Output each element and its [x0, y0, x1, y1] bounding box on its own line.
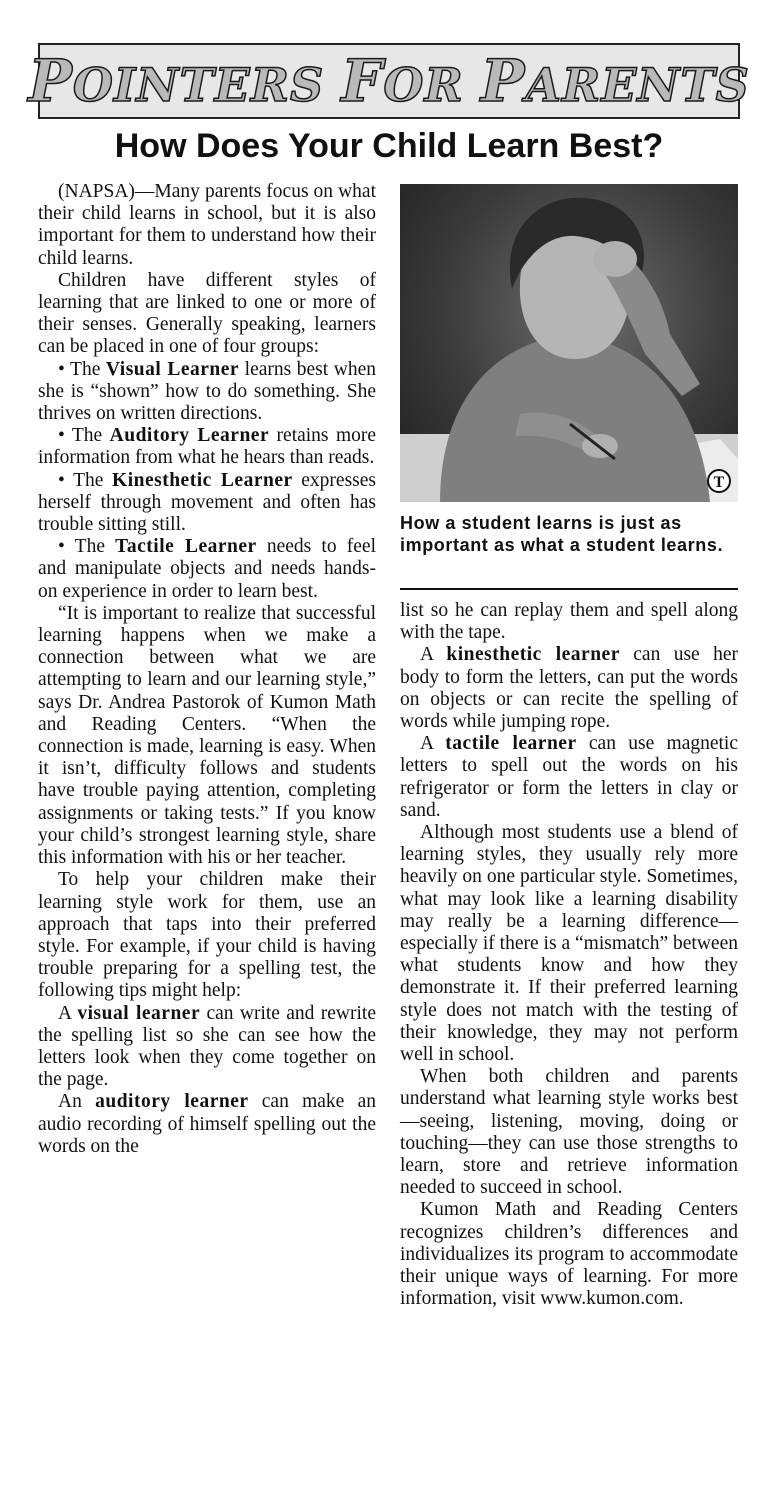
- student-photo: [400, 184, 738, 502]
- tactile-learner-term: Tactile Learner: [115, 536, 257, 558]
- pointers-for-parents-banner: [28, 43, 750, 119]
- kinesthetic-learner-term: Kinesthetic Learner: [112, 469, 293, 491]
- student-illustration: [400, 184, 738, 502]
- banner-title: POINTERS FOR PARENTS: [28, 47, 750, 115]
- styles-paragraph: Children have different styles of learning that are linked to one or more of their senses. Generally speaking, learners can be placed in one of four groups:: [38, 269, 376, 358]
- visual-tip-paragraph: A visual learner can write and rewrite the spelling list so she can see how the letters look when they come together on the page.: [38, 1002, 376, 1091]
- tactile-tip-paragraph: A tactile learner can use magnetic letters to spell out the words on his refrigerator or form the letters in clay or sand.: [400, 733, 738, 821]
- auditory-tip-continuation: list so he can replay them and spell along with the tape.: [400, 600, 738, 644]
- left-column: [38, 181, 376, 1158]
- both-paragraph: When both children and parents understand what learning style works best—seeing, listening, moving, doing or touching—they can use those strengths to learn, store and retrieve information needed to succeed in school.: [400, 1066, 738, 1199]
- tactile-learner-bullet: • The Tactile Learner needs to feel and manipulate objects and needs hands-on experience in order to learn best.: [38, 536, 376, 602]
- photo-caption: How a student learns is just as important as what a student learns.: [400, 513, 724, 555]
- intro-paragraph: (NAPSA)—Many parents focus on what their child learns in school, but it is also important for them to understand how their child learns.: [38, 181, 376, 269]
- kumon-paragraph: Kumon Math and Reading Centers recognizes children’s differences and individualizes its program to accommodate their unique ways of learning. For more information, visit www.kumon.com.: [400, 1199, 738, 1310]
- visual-learner-bullet: • The Visual Learner learns best when she is “shown” how to do something. She thrives on written directions.: [38, 358, 376, 425]
- blend-paragraph: Although most students use a blend of learning styles, they usually rely more heavily on one particular style. Sometimes, what may look like a learning disability may really be a learning difference—especially if there is a “mismatch” between what students know and how they demonstrate it. If their preferred learning style does not match with the testing of their knowledge, they may not perform well in school.: [400, 822, 738, 1066]
- caption-divider: [400, 588, 738, 590]
- right-column: [400, 600, 738, 1311]
- help-paragraph: To help your children make their learning style work for them, use an approach that taps into their preferred style. For example, if your child is having trouble preparing for a spelling test, the following tips might help:: [38, 869, 376, 1002]
- hand-on-head: [593, 241, 637, 277]
- auditory-learner-term: Auditory Learner: [109, 425, 270, 447]
- auditory-tip-paragraph: An auditory learner can make an audio recording of himself spelling out the words on the: [38, 1091, 376, 1157]
- kinesthetic-learner-bullet: • The Kinesthetic Learner expresses herself through movement and often has trouble sitting still.: [38, 469, 376, 536]
- syndicate-logo-icon: [706, 468, 732, 494]
- kinesthetic-tip-paragraph: A kinesthetic learner can use her body to form the letters, can put the words on objects or can recite the spelling of words while jumping rope.: [400, 644, 739, 733]
- visual-learner-term: Visual Learner: [105, 358, 240, 380]
- auditory-learner-bullet: • The Auditory Learner retains more information from what he hears than reads.: [38, 425, 377, 469]
- article-headline: How Does Your Child Learn Best?: [114, 127, 664, 165]
- svg-text:T: T: [713, 474, 725, 491]
- quote-paragraph: “It is important to realize that successful learning happens when we make a connection between what we are attempting to learn and our learning style,” says Dr. Andrea Pastorok of Kumon Math and Reading Centers. “When the connection is made, learning is easy. When it isn’t, difficulty follows and students have trouble paying attention, completing assignments or taking tests.” If you know your child’s strongest learning style, share this information with his or her teacher.: [38, 602, 376, 869]
